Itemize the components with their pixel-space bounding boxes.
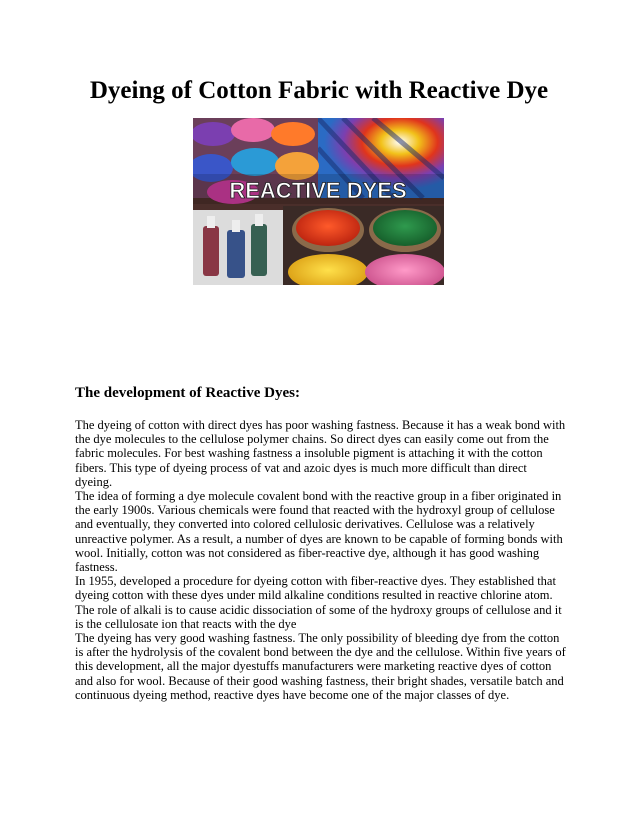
reactive-dyes-image — [193, 118, 444, 285]
paragraph: The dyeing of cotton with direct dyes has poor washing fastness. Because it has a weak bond with the dye molecules to the cellulose polymer chains. So direct dyes can easily come out from the fabric molecules. For best washing fastness a insoluble pigment is attaching it with the cotton fibers. This type of dyeing process of vat and azoic dyes is much more difficult than direct dyeing. — [75, 418, 566, 489]
paragraph: The idea of forming a dye molecule covalent bond with the reactive group in a fiber originated in the early 1900s. Various chemicals were found that reacted with the hydroxyl group of cellulose and eventually, they converted into colored cellulosic derivatives. Cellulose was a relatively unreactive polymer. As a result, a number of dyes are known to be capable of forming bonds with wool. Initially, cotton was not considered as fiber-reactive dye, although it has good washing fastness. — [75, 489, 563, 575]
banner-text: REACTIVE DYES — [229, 178, 407, 203]
paragraph: In 1955, developed a procedure for dyeing cotton with fiber-reactive dyes. They established that dyeing cotton with these dyes under mild alkaline conditions resulted in reactive chlorine atom. The role of alkali is to cause acidic dissociation of some of the hydroxy groups of cellulose and it is the cellulosate ion that reacts with the dye — [75, 574, 562, 631]
paragraph: The dyeing has very good washing fastness. The only possibility of bleeding dye from the cotton is after the hydrolysis of the covalent bond between the dye and the cellulose. Within five years of this development, all the major dyestuffs manufacturers were marketing reactive dyes of cotton and also for wool. Because of their good washing fastness, their bright shades, versatile batch and continuous dyeing method, reactive dyes have become one of the major classes of dye. — [75, 631, 566, 702]
page-title: Dyeing of Cotton Fabric with Reactive Dye — [89, 77, 549, 104]
section-heading: The development of Reactive Dyes: — [75, 385, 300, 401]
body-text — [75, 418, 567, 702]
reactive-dyes-illustration — [193, 118, 444, 285]
